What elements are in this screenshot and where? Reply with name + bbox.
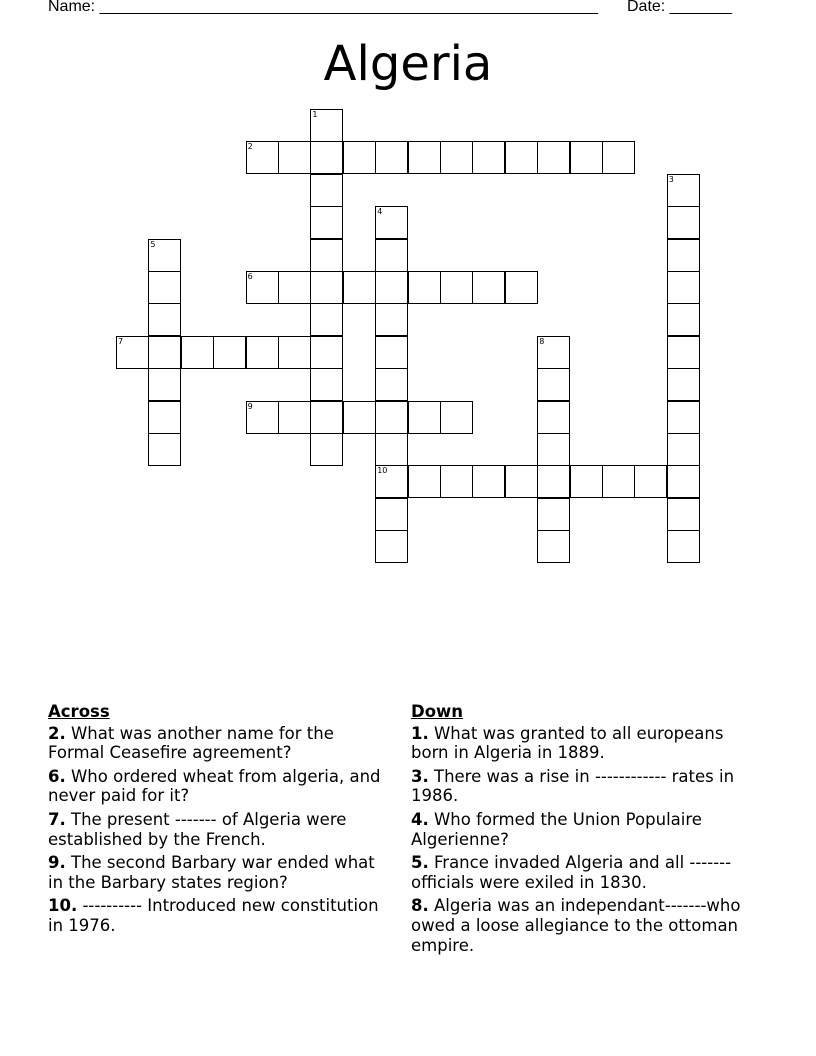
grid-cell[interactable] <box>537 141 570 174</box>
grid-cell[interactable] <box>667 465 700 498</box>
clue-text: Who formed the Union Populaire Algerienne? <box>411 809 702 849</box>
grid-cell[interactable] <box>278 271 311 304</box>
grid-cell[interactable] <box>667 303 700 336</box>
grid-cell[interactable] <box>570 141 603 174</box>
grid-cell[interactable] <box>667 239 700 272</box>
across-clue-10 <box>48 896 393 935</box>
across-heading: Across <box>48 702 110 721</box>
clue-text: The present ------- of Algeria were established by the French. <box>48 809 347 849</box>
clue-text: ---------- Introduced new constitution in 1976. <box>48 896 379 935</box>
grid-cell[interactable] <box>505 271 538 304</box>
grid-cell[interactable] <box>537 530 570 563</box>
grid-cell[interactable] <box>667 271 700 304</box>
grid-cell[interactable] <box>667 174 700 207</box>
grid-cell[interactable] <box>375 141 408 174</box>
cell-number: 9 <box>247 401 253 411</box>
puzzle-title: Algeria <box>323 36 493 92</box>
grid-cell[interactable] <box>537 336 570 369</box>
clue-number: 7. <box>48 809 66 829</box>
grid-cell[interactable] <box>667 336 700 369</box>
across-clue-6 <box>48 767 393 806</box>
grid-cell[interactable] <box>148 368 181 401</box>
grid-cell[interactable] <box>246 271 279 304</box>
grid-cell[interactable] <box>310 303 343 336</box>
grid-cell[interactable] <box>375 433 408 466</box>
grid-cell[interactable] <box>375 401 408 434</box>
grid-cell[interactable] <box>116 336 149 369</box>
grid-cell[interactable] <box>440 401 473 434</box>
grid-cell[interactable] <box>375 530 408 563</box>
grid-cell[interactable] <box>440 465 473 498</box>
down-clue-1 <box>411 724 761 763</box>
grid-cell[interactable] <box>375 498 408 531</box>
name-field-label: Name: ________________________________________________________ <box>48 0 598 15</box>
cell-number: 1 <box>312 110 318 119</box>
grid-cell[interactable] <box>375 336 408 369</box>
clue-number: 2. <box>48 723 66 743</box>
grid-cell[interactable] <box>343 141 376 174</box>
grid-cell[interactable] <box>375 206 408 239</box>
grid-cell[interactable] <box>440 141 473 174</box>
grid-cell[interactable] <box>472 271 505 304</box>
cell-number: 6 <box>247 272 253 281</box>
down-clue-8 <box>411 896 761 955</box>
grid-cell[interactable] <box>408 271 441 304</box>
grid-cell[interactable] <box>505 465 538 498</box>
grid-cell[interactable] <box>278 401 311 434</box>
grid-cell[interactable] <box>148 401 181 434</box>
cell-number: 3 <box>668 174 674 184</box>
clue-text: There was a rise in ------------ rates in 1986. <box>411 766 735 806</box>
grid-cell[interactable] <box>148 239 181 272</box>
grid-cell[interactable] <box>537 498 570 531</box>
grid-cell[interactable] <box>310 401 343 434</box>
grid-cell[interactable] <box>537 368 570 401</box>
across-clue-9 <box>48 853 393 892</box>
grid-cell[interactable] <box>310 174 343 207</box>
grid-cell[interactable] <box>667 498 700 531</box>
down-clues <box>411 702 761 959</box>
cell-number: 10 <box>377 466 388 476</box>
grid-cell[interactable] <box>246 141 279 174</box>
grid-cell[interactable] <box>375 303 408 336</box>
grid-cell[interactable] <box>505 141 538 174</box>
clue-number: 1. <box>411 723 429 743</box>
grid-cell[interactable] <box>181 336 214 369</box>
grid-cell[interactable] <box>537 433 570 466</box>
across-clue-7 <box>48 810 393 849</box>
grid-cell[interactable] <box>310 433 343 466</box>
grid-cell[interactable] <box>148 303 181 336</box>
grid-cell[interactable] <box>408 401 441 434</box>
grid-cell[interactable] <box>310 336 343 369</box>
grid-cell[interactable] <box>602 465 635 498</box>
grid-cell[interactable] <box>310 141 343 174</box>
date-field-label: Date: _______ <box>627 0 732 15</box>
grid-cell[interactable] <box>375 368 408 401</box>
down-heading: Down <box>411 702 464 721</box>
grid-cell[interactable] <box>570 465 603 498</box>
grid-cell[interactable] <box>246 336 279 369</box>
grid-cell[interactable] <box>602 141 635 174</box>
down-clue-5 <box>411 853 761 892</box>
grid-cell[interactable] <box>472 465 505 498</box>
grid-cell[interactable] <box>667 206 700 239</box>
grid-cell[interactable] <box>667 401 700 434</box>
grid-cell[interactable] <box>310 271 343 304</box>
grid-cell[interactable] <box>148 433 181 466</box>
grid-cell[interactable] <box>667 368 700 401</box>
clue-number: 4. <box>411 809 429 829</box>
grid-cell[interactable] <box>440 271 473 304</box>
grid-cell[interactable] <box>310 239 343 272</box>
grid-cell[interactable] <box>278 336 311 369</box>
cell-number: 2 <box>247 142 253 152</box>
grid-cell[interactable] <box>408 141 441 174</box>
grid-cell[interactable] <box>375 239 408 272</box>
grid-cell[interactable] <box>278 141 311 174</box>
grid-cell[interactable] <box>537 465 570 498</box>
grid-cell[interactable] <box>408 465 441 498</box>
clue-number: 3. <box>411 766 429 786</box>
grid-cell[interactable] <box>148 336 181 369</box>
across-clues <box>48 702 393 940</box>
grid-cell[interactable] <box>537 401 570 434</box>
grid-cell[interactable] <box>375 271 408 304</box>
clue-number: 5. <box>411 853 429 873</box>
clue-text: What was granted to all europeans born in Algeria in 1889. <box>411 723 724 763</box>
grid-cell[interactable] <box>213 336 246 369</box>
clue-text: Algeria was an independant-------who owed a loose allegiance to the ottoman empire. <box>411 896 741 955</box>
down-clue-3 <box>411 767 761 806</box>
grid-cell[interactable] <box>343 271 376 304</box>
clue-text: France invaded Algeria and all ------- officials were exiled in 1830. <box>411 853 732 892</box>
cell-number: 5 <box>150 239 156 249</box>
across-clue-2 <box>48 724 393 763</box>
grid-cell[interactable] <box>246 401 279 434</box>
grid-cell[interactable] <box>375 465 408 498</box>
clue-text: The second Barbary war ended what in the Barbary states region? <box>48 853 375 892</box>
grid-cell[interactable] <box>343 401 376 434</box>
clue-text: What was another name for the Formal Ceasefire agreement? <box>48 723 334 763</box>
clue-number: 8. <box>411 896 429 916</box>
grid-cell[interactable] <box>310 206 343 239</box>
down-clue-4 <box>411 810 761 849</box>
grid-cell[interactable] <box>148 271 181 304</box>
grid-cell[interactable] <box>634 465 667 498</box>
clue-number: 10. <box>48 896 78 916</box>
grid-cell[interactable] <box>667 530 700 563</box>
grid-cell[interactable] <box>472 141 505 174</box>
cell-number: 7 <box>118 336 124 346</box>
cell-number: 4 <box>377 207 383 217</box>
clue-text: Who ordered wheat from algeria, and never paid for it? <box>48 766 381 806</box>
grid-cell[interactable] <box>310 368 343 401</box>
cell-number: 8 <box>539 336 545 346</box>
grid-cell[interactable] <box>310 109 343 142</box>
grid-cell[interactable] <box>667 433 700 466</box>
clue-number: 9. <box>48 853 66 873</box>
clue-number: 6. <box>48 766 66 786</box>
